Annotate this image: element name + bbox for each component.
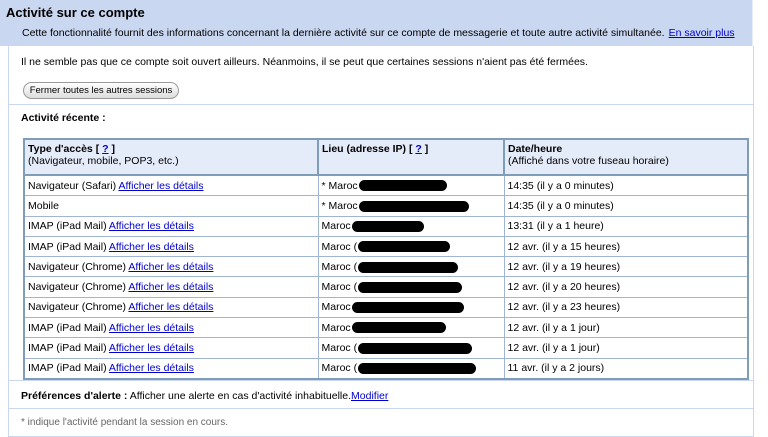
datetime-sub: (Affiché dans votre fuseau horaire) <box>508 155 669 167</box>
table-row <box>24 358 748 379</box>
location-help-link[interactable]: ? <box>415 143 422 155</box>
datetime-cell: 13:31 (il y a 1 heure) <box>504 216 748 236</box>
access-type-cell <box>24 216 318 236</box>
activity-table <box>23 138 749 380</box>
activity-panel <box>8 46 754 437</box>
table-row <box>24 318 748 338</box>
location-text: Maroc ( <box>321 281 358 294</box>
header-location: Lieu (adresse IP) [ ? ] <box>318 139 504 175</box>
show-details-link[interactable]: Afficher les détails <box>128 260 214 273</box>
location-text: Maroc ( <box>321 362 358 375</box>
activity-header <box>0 0 753 46</box>
access-type-cell <box>24 196 318 216</box>
table-row <box>24 175 748 196</box>
datetime-cell: 12 avr. (il y a 1 jour) <box>504 338 748 358</box>
datetime-cell: 14:35 (il y a 0 minutes) <box>504 196 748 216</box>
access-type-text: Navigateur (Safari) <box>28 179 117 192</box>
redaction-mark <box>352 221 424 232</box>
location-cell <box>318 358 504 379</box>
divider <box>9 104 753 105</box>
table-row <box>24 236 748 256</box>
table-row <box>24 277 748 297</box>
location-cell <box>318 175 504 196</box>
page-title: Activité sur ce compte <box>6 5 145 20</box>
table-row <box>24 196 748 216</box>
header-datetime <box>504 139 748 175</box>
access-type-cell <box>24 297 318 317</box>
access-type-text: IMAP (iPad Mail) <box>28 220 107 233</box>
datetime-label: Date/heure <box>508 143 563 155</box>
show-details-link[interactable]: Afficher les détails <box>128 281 214 294</box>
show-details-link[interactable]: Afficher les détails <box>128 301 214 314</box>
show-details-link[interactable]: Afficher les détails <box>108 240 194 253</box>
footnote: * indique l'activité pendant la session en cours. <box>21 417 229 428</box>
show-details-link[interactable]: Afficher les détails <box>108 362 194 375</box>
access-type-text: Navigateur (Chrome) <box>28 260 127 273</box>
divider <box>9 380 753 381</box>
redaction-mark <box>359 180 447 191</box>
table-row <box>24 257 748 277</box>
access-type-text: IMAP (iPad Mail) <box>28 240 107 253</box>
redaction-mark <box>358 363 476 374</box>
redaction-mark <box>358 262 458 273</box>
access-type-help-link[interactable]: ? <box>102 143 109 155</box>
close-other-sessions-button[interactable]: Fermer toutes les autres sessions <box>23 82 179 99</box>
table-row <box>24 216 748 236</box>
show-details-link[interactable]: Afficher les détails <box>108 321 194 334</box>
access-type-cell <box>24 236 318 256</box>
location-cell <box>318 216 504 236</box>
alert-preferences <box>21 390 388 402</box>
header-description <box>22 27 735 39</box>
datetime-cell: 12 avr. (il y a 23 heures) <box>504 297 748 317</box>
access-type-text: Navigateur (Chrome) <box>28 281 127 294</box>
redaction-mark <box>358 282 462 293</box>
location-text: Maroc <box>321 321 351 334</box>
redaction-mark <box>358 343 472 354</box>
access-type-text: IMAP (iPad Mail) <box>28 321 107 334</box>
access-type-text: Navigateur (Chrome) <box>28 301 127 314</box>
location-text: Maroc ( <box>321 260 358 273</box>
divider <box>9 408 753 409</box>
location-cell <box>318 297 504 317</box>
location-text: * Maroc <box>321 179 358 192</box>
location-cell <box>318 257 504 277</box>
learn-more-link[interactable]: En savoir plus <box>668 27 735 39</box>
location-text: Maroc ( <box>321 240 358 253</box>
redaction-mark <box>352 322 446 333</box>
access-type-sub: (Navigateur, mobile, POP3, etc.) <box>28 155 179 167</box>
access-type-cell <box>24 358 318 379</box>
modify-link[interactable]: Modifier <box>351 390 389 402</box>
datetime-cell: 11 avr. (il y a 2 jours) <box>504 358 748 379</box>
location-text: Maroc ( <box>321 342 358 355</box>
show-details-link[interactable]: Afficher les détails <box>118 179 204 192</box>
access-type-text: IMAP (iPad Mail) <box>28 342 107 355</box>
header-access-type: Type d'accès [ ? ] (Navigateur, mobile, POP3, etc.) <box>24 139 318 175</box>
location-cell <box>318 277 504 297</box>
table-row <box>24 297 748 317</box>
datetime-cell: 12 avr. (il y a 20 heures) <box>504 277 748 297</box>
access-type-cell <box>24 277 318 297</box>
location-cell <box>318 338 504 358</box>
location-label: Lieu (adresse IP) <box>322 143 407 155</box>
location-cell <box>318 318 504 338</box>
prefs-label: Préférences d'alerte : <box>21 390 128 402</box>
table-header-row <box>24 139 748 175</box>
datetime-cell: 12 avr. (il y a 15 heures) <box>504 236 748 256</box>
show-details-link[interactable]: Afficher les détails <box>108 342 194 355</box>
access-type-text: IMAP (iPad Mail) <box>28 362 107 375</box>
redaction-mark <box>352 302 464 313</box>
show-details-link[interactable]: Afficher les détails <box>108 220 194 233</box>
recent-activity-title: Activité récente : <box>21 112 106 124</box>
datetime-cell: 14:35 (il y a 0 minutes) <box>504 175 748 196</box>
session-notice: Il ne semble pas que ce compte soit ouvert ailleurs. Néanmoins, il se peut que certaines sessions n'aient pas été fermées. <box>21 56 588 68</box>
access-type-cell <box>24 257 318 277</box>
prefs-text: Afficher une alerte en cas d'activité inhabituelle. <box>129 390 352 402</box>
location-text: Maroc <box>321 301 351 314</box>
location-cell <box>318 196 504 216</box>
location-text: Maroc <box>321 220 351 233</box>
access-type-label: Type d'accès <box>28 143 93 155</box>
location-cell <box>318 236 504 256</box>
datetime-cell: 12 avr. (il y a 19 heures) <box>504 257 748 277</box>
redaction-mark <box>359 201 469 212</box>
location-text: * Maroc <box>321 199 358 212</box>
access-type-cell <box>24 338 318 358</box>
description-text: Cette fonctionnalité fournit des informations concernant la dernière activité sur ce compte de messagerie et toute autre activité simultanée. <box>22 27 665 39</box>
access-type-text: Mobile <box>28 199 59 212</box>
table-row <box>24 338 748 358</box>
datetime-cell: 12 avr. (il y a 1 jour) <box>504 318 748 338</box>
redaction-mark <box>358 241 450 252</box>
access-type-cell <box>24 175 318 196</box>
access-type-cell <box>24 318 318 338</box>
